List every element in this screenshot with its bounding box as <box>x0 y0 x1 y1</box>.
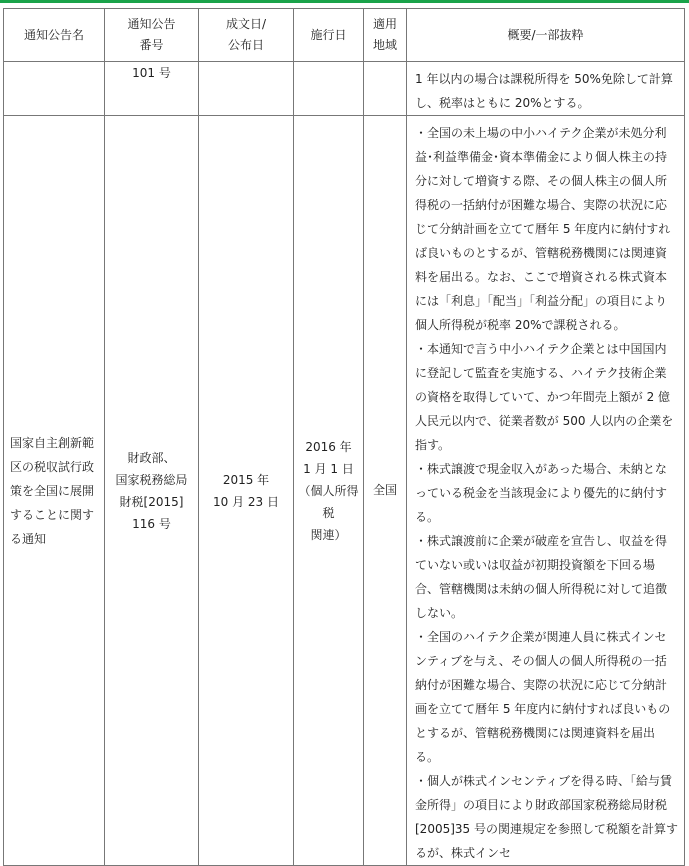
regulation-table <box>3 8 685 866</box>
cell-region <box>364 62 407 116</box>
header-region: 適用 地域 <box>364 9 407 62</box>
cell-notice-name: 国家自主創新範区の税収試行政策を全国に展開することに関する通知 <box>4 116 105 866</box>
summary-paragraph: ・全国の未上場の中小ハイテク企業が未処分利益･利益準備金･資本準備金により個人株主の持分に対して増資する際、その個人株主の個人所得税の一括納付が困難な場合、実際の状況に応じて分納計画を立てて暦年 5 年度内に納付すれば良いものとするが、管轄税務機関には関連資料を届出る。なお、ここで増資される株式資本には「利息」「配当」「利益分配」の項目により個人所得税が税率 20%で課税される。 <box>415 126 671 332</box>
summary-paragraph: ・株式譲渡前に企業が破産を宣告し、収益を得ていない或いは収益が初期投資額を下回る場合、管轄機関は未納の個人所得税に対して追徴しない。 <box>415 534 668 620</box>
cell-notice-number: 101 号 <box>105 62 199 116</box>
cell-region: 全国 <box>364 116 407 866</box>
top-accent-bar <box>0 0 689 3</box>
header-notice-name: 通知公告名 <box>4 9 105 62</box>
table-header-row <box>4 9 685 62</box>
cell-issue-date: 2015 年 10 月 23 日 <box>199 116 294 866</box>
cell-effective-date: 2016 年 1 月 1 日 （個人所得税 関連） <box>294 116 364 866</box>
table-row <box>4 62 685 116</box>
summary-paragraph: ・本通知で言う中小ハイテク企業とは中国国内に登記して監査を実施する、ハイテク技術企業の資格を取得していて、かつ年間売上額が 2 億人民元以内で、従業者数が 500 人以内の企業を指す。 <box>415 342 674 452</box>
header-issue-date: 成文日/ 公布日 <box>199 9 294 62</box>
cell-issue-date <box>199 62 294 116</box>
table-row <box>4 116 685 866</box>
summary-paragraph: ・株式譲渡で現金収入があった場合、未納となっている税金を当該現金により優先的に納付する。 <box>415 462 668 524</box>
cell-notice-name <box>4 62 105 116</box>
header-effective-date: 施行日 <box>294 9 364 62</box>
summary-paragraph: ・全国のハイテク企業が関連人員に株式インセンティブを与え、その個人の個人所得税の一括納付が困難な場合、実際の状況に応じて分納計画を立てて暦年 5 年度内に納付すれば良いものとするが、管轄税務機関には関連資料を届出る。 <box>415 630 671 764</box>
cell-notice-number: 財政部、 国家税務総局 財税[2015] 116 号 <box>105 116 199 866</box>
header-notice-number: 通知公告 番号 <box>105 9 199 62</box>
cell-summary <box>407 116 685 866</box>
cell-summary: 1 年以内の場合は課税所得を 50%免除して計算し、税率はともに 20%とする。 <box>407 62 685 116</box>
cell-effective-date <box>294 62 364 116</box>
header-summary: 概要/一部抜粋 <box>407 9 685 62</box>
summary-paragraph: ・個人が株式インセンティブを得る時、「給与賃金所得」の項目により財政部国家税務総局財税[2005]35 号の関連規定を参照して税額を計算するが、株式インセ <box>415 774 678 860</box>
